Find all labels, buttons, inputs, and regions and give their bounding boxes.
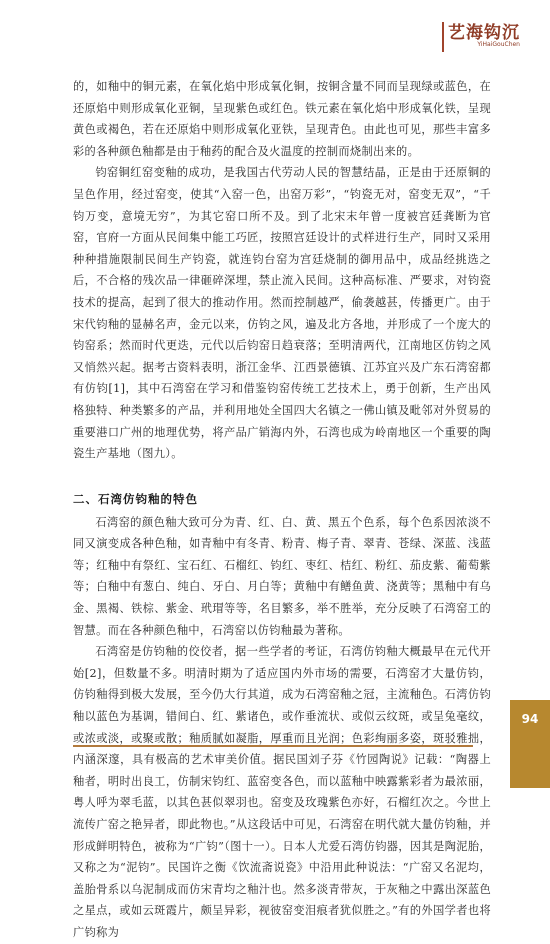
header-divider <box>442 22 444 52</box>
column-title-pinyin: YiHaiGouChen <box>477 41 520 48</box>
paragraph-1: 的，如釉中的铜元素，在氧化焰中形成氧化铜，按铜含量不同而呈现绿或蓝色，在还原焰中则形成氧化亚铜，呈现紫色或红色。铁元素在氧化焰中形成氧化铁，呈现黄色或褐色，若在还原焰中则形成氧化亚铁，呈现青色。由此也可见，那些丰富多彩的各种颜色釉都是由于釉药的配合及火温度的控制而烧制出来的。 <box>73 80 491 158</box>
section-heading: 二、石湾仿钧釉的特色 <box>73 491 198 506</box>
footer-rule <box>73 745 473 747</box>
page-number-tab <box>510 700 550 788</box>
paragraph-2: 钧窑铜红窑变釉的成功，是我国古代劳动人民的智慧结晶，正是由于还原铜的呈色作用，经过窑变，使其“入窑一色，出窑万彩”，“钧瓷无对，窑变无双”，“千钧万变，意境无穷”，为其它窑口所不及。到了北宋末年曾一度被宫廷龚断为官窑，官府一方面从民间集中能工巧匠，按照宫廷设计的式样进行生产，同时又采用种种措施限制民间生产钧瓷，就连钧台窑为宫廷烧制的御用品中，成品经挑选之后，不合格的残次品一律砸碎深埋，禁止流入民间。这种高标准、严要求，对钧瓷技术的提高，起到了很大的推动作用。然而控制越严，偷袭越甚，传播更广。由于宋代钧釉的显赫名声，金元以来，仿钧之风，遍及北方各地，并形成了一个庞大的钧窑系；然而时代更迭，元代以后钧窑日趋衰落；至明清两代，江南地区仿钧之风又悄然兴起。据考古资料表明，浙江金华、江西景德镇、江苏宜兴及广东石湾窑都有仿钧[1]，其中石湾窑在学习和借鉴钧窑传统工艺技术上，勇于创新，生产出风格独特、种类繁多的产品，并利用地处全国四大名镇之一佛山镇及毗邻对外贸易的重要港口广州的地理优势，将产品广销海内外，石湾也成为岭南地区一个重要的陶瓷生产基地（图九）。 <box>73 166 491 461</box>
article-body <box>73 76 491 944</box>
section-paragraph-2: 石湾窑是仿钧釉的佼佼者，据一些学者的考证，石湾仿钧釉大概最早在元代开始[2]，但数量不多。明清时期为了适应国内外市场的需要，石湾窑才大量仿钧，仿钧釉得到极大发展，至今仍大行其道，成为石湾窑釉之冠，主流釉色。石湾仿钧釉以蓝色为基调，错间白、红、紫诸色，或作垂流状、或似云纹斑，或呈兔毫纹，或浓或淡，或聚或散；釉质腻如凝脂，厚重而且光润；色彩绚丽多姿，斑驳雅拙，内涵深邃，具有极高的艺术审美价值。据民国刘子芬《竹园陶说》记载：“陶器上釉者，明时出良工，仿制宋钧红、蓝窑变各色，而以蓝釉中映露紫彩者为最浓丽，粤人呼为翠毛蓝，以其色甚似翠羽也。窑变及玫瑰紫色亦好，石榴红次之。今世上流传广窑之艳异者，即此物也。”从这段话中可见，石湾窑在明代就大量仿钧釉，并形成鲜明特色，被称为“广钧”（图十一）。日本人尤爱石湾仿钧器，因其是陶泥胎，又称之为“泥钧”。民国许之衡《饮流斋说瓷》中沿用此种说法：“广窑又名泥均，盖胎骨系以乌泥制成而仿宋青均之釉汁也。然多淡青带灰，于灰釉之中露出深蓝色之星点，或如云斑霞片，颇呈异彩，视彼窑变泪痕者犹似胜之。”有的外国学者也将广钧称为 <box>73 645 491 939</box>
column-title: 艺海钩沉 <box>448 23 520 43</box>
header-brand-block <box>432 0 550 62</box>
section-paragraph-1: 石湾窑的颜色釉大致可分为青、红、白、黄、黑五个色系，每个色系因浓淡不同又演变成各种色釉，如青釉中有冬青、粉青、梅子青、翠青、苍绿、深蓝、浅蓝等；红釉中有祭红、宝石红、石榴红、钧红、枣红、桔红、粉红、茄皮紫、葡萄紫等；白釉中有葱白、纯白、牙白、月白等；黄釉中有鳝鱼黄、浇黄等；黑釉中有乌金、黑褐、铁棕、紫金、玳瑁等等，名目繁多，举不胜举，充分反映了石湾窑工的智慧。而在各种颜色釉中，石湾窑以仿钧釉最为著称。 <box>73 515 491 637</box>
page-number: 94 <box>521 712 539 726</box>
